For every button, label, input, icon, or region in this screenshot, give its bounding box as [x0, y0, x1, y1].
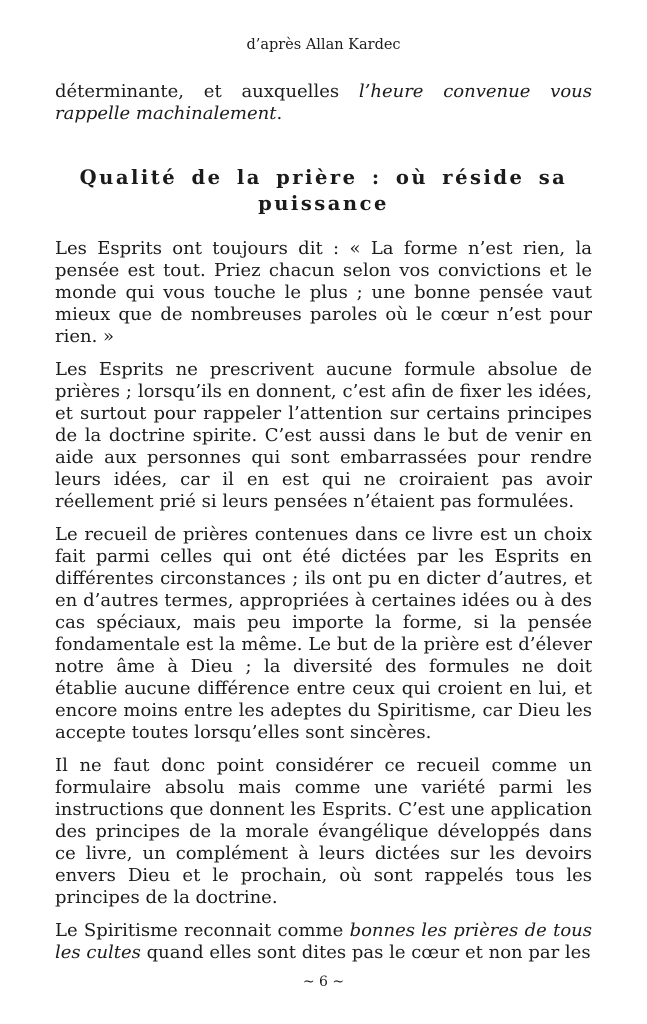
paragraph: Le recueil de prières contenues dans ce livre est un choix fait parmi celles qui ont été dictées par les Esprits en différentes circonstances ; ils ont pu en dicter d’autres, et en d’autres termes, appropriées à certaines idées ou à des cas spéciaux, mais peu importe la forme, si la pensée fondamentale est la même. Le but de la prière est d’élever notre âme à Dieu ; la diversité des formules ne doit établie aucune différence entre ceux qui croient en lui, et encore moins entre les adeptes du Spiritisme, car Dieu les accepte toutes lorsqu’elles sont sincères. [55, 524, 592, 743]
paragraph: Les Esprits ont toujours dit : « La forme n’est rien, la pensée est tout. Priez chacun selon vos convictions et le monde qui vous touche le plus ; une bonne pensée vaut mieux que de nombreuses paroles où le cœur n’est pour rien. » [55, 238, 592, 347]
paragraph: Il ne faut donc point considérer ce recueil comme un formulaire absolu mais comme une variété parmi les instructions que donnent les Esprits. C’est une application des principes de la morale évangélique développés dans ce livre, un complément à leurs dictées sur les devoirs envers Dieu et le prochain, où sont rappelés tous les principes de la doctrine. [55, 755, 592, 908]
section-heading: Qualité de la prière : où réside sa puissance [79, 166, 568, 215]
text-run-italic: l’heure convenue vous rappelle machinalement [55, 81, 592, 124]
text-run: quand elles sont dites pas le cœur et non par les [140, 942, 591, 963]
text-run-italic: bonnes les prières de tous les cultes [55, 920, 592, 963]
paragraph-continuation [55, 81, 592, 125]
text-run: . [276, 103, 283, 124]
text-run: déterminante, et auxquelles [55, 81, 359, 102]
text-run: Le Spiritisme reconnait comme [55, 920, 350, 941]
running-header: d’après Allan Kardec [246, 37, 401, 53]
paragraph [55, 920, 592, 964]
page-number: ~ 6 ~ [302, 974, 345, 990]
paragraph: Les Esprits ne prescrivent aucune formule absolue de prières ; lorsqu’ils en donnent, c’est afin de fixer les idées, et surtout pour rappeler l’attention sur certains principes de la doctrine spirite. C’est aussi dans le but de venir en aide aux personnes qui sont embarrassées pour rendre leurs idées, car il en est qui ne croiraient pas avoir réellement prié si leurs pensées n’étaient pas formulées. [55, 359, 592, 512]
